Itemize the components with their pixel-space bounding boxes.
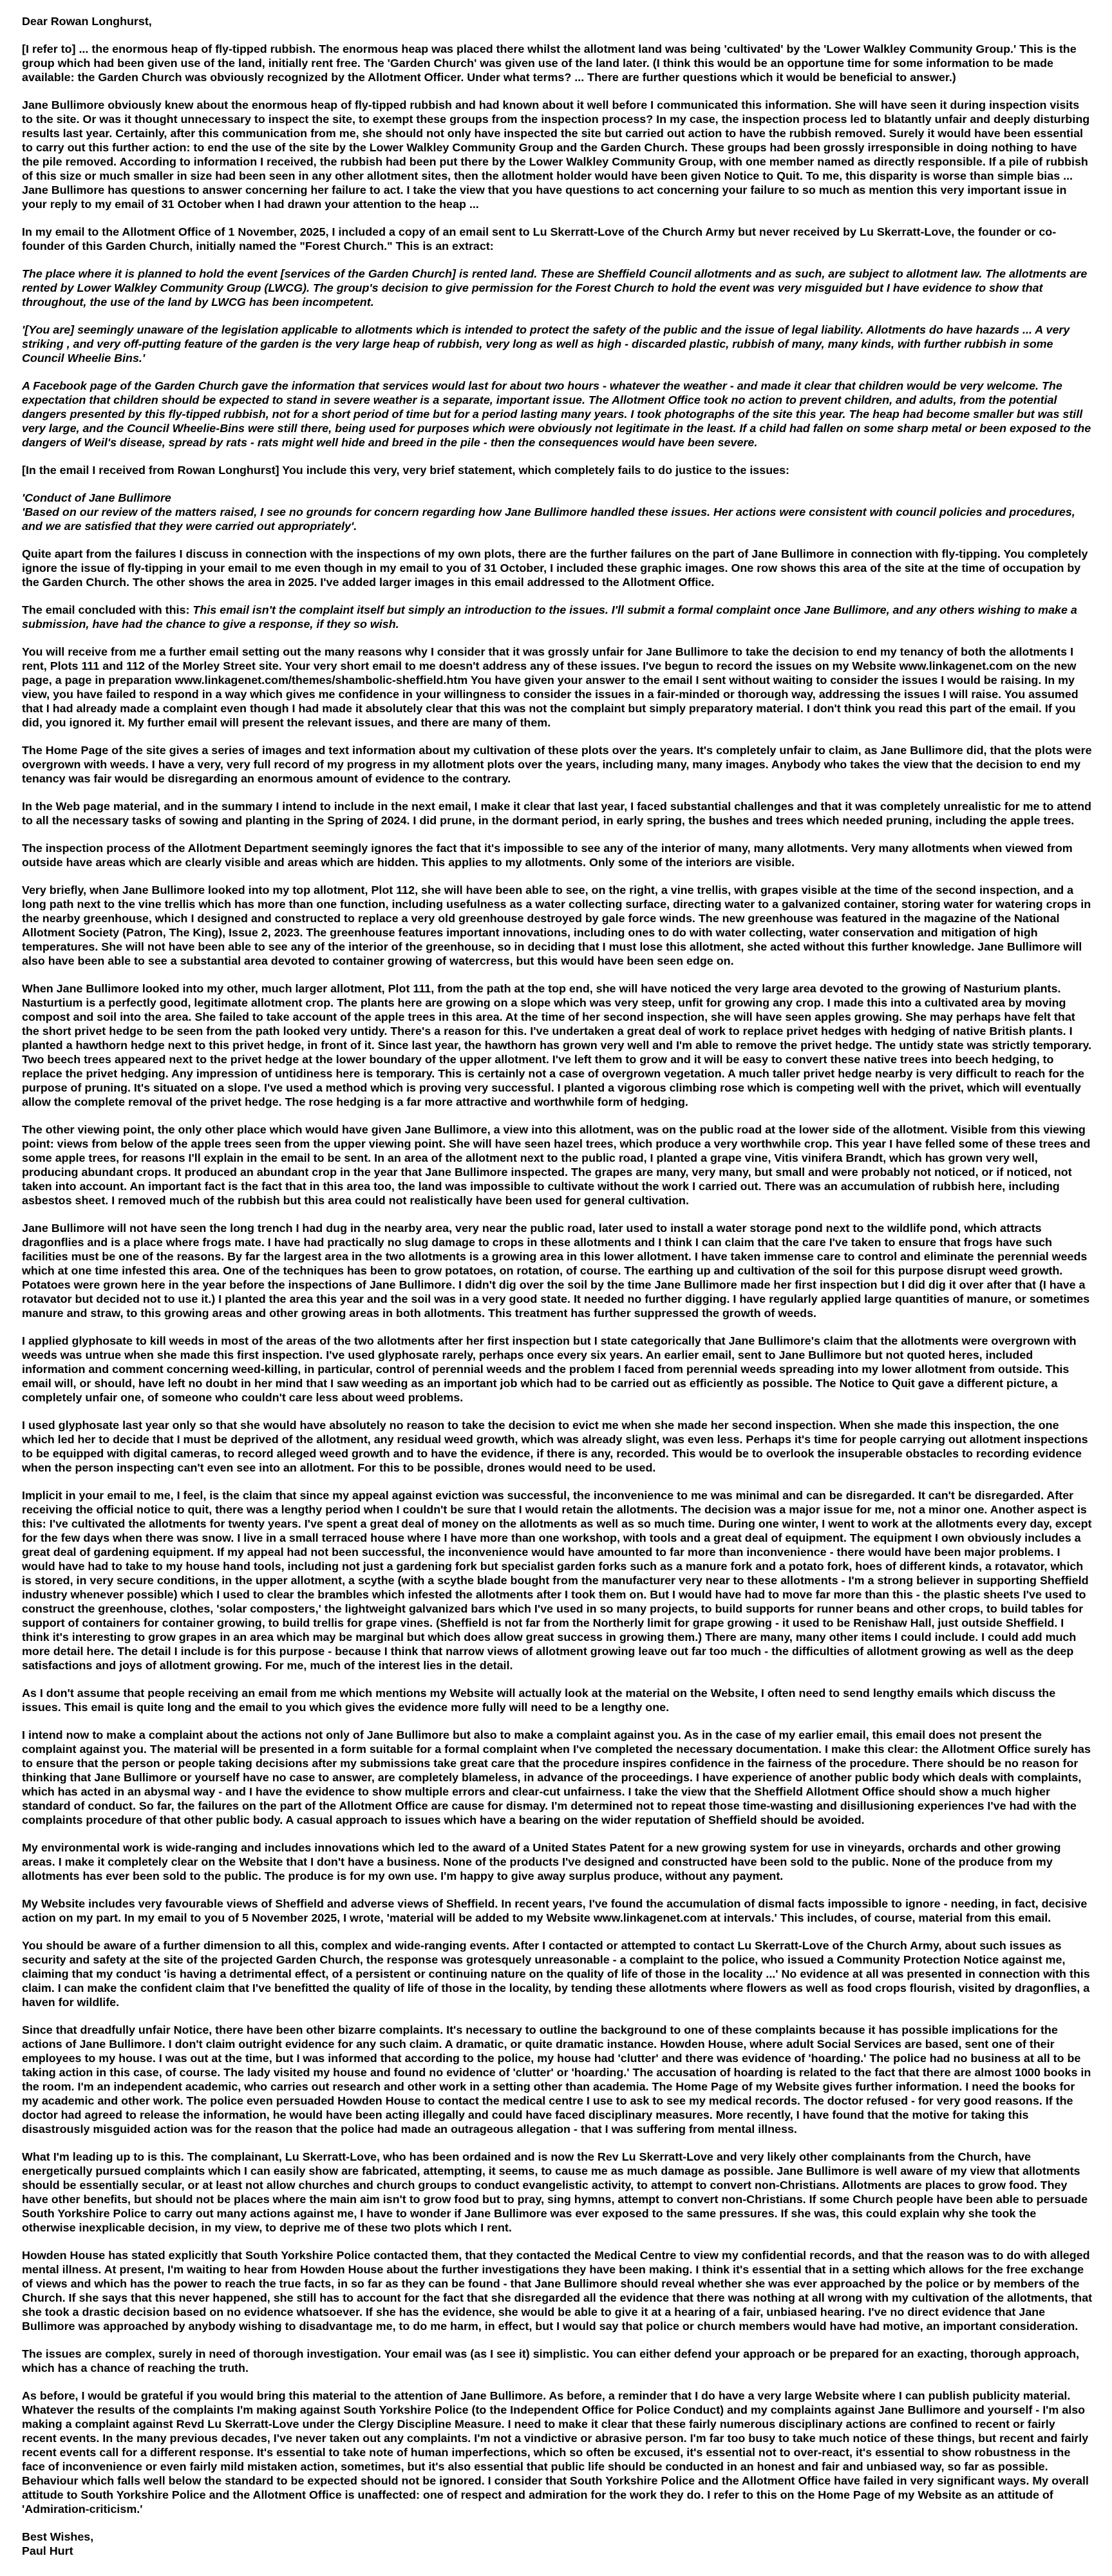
paragraph: '[You are] seemingly unaware of the legislation applicable to allotments which is intended to protect the safety of the public and the issue of legal liability. Allotments do have hazards ... A very striking , and very off-putting feature of the garden is the very large heap of rubbish, very long as well as high - discarded plastic, rubbish of many, many kinds, with further rubbish in some Council Wheelie Bins.' — [22, 323, 1070, 365]
signoff: Best Wishes, — [22, 2530, 94, 2543]
paragraph: My environmental work is wide-ranging and includes innovations which led to the award of a United States Patent for a new growing system for use in vineyards, orchards and other growing areas. I make it completely clear on the Website that I don't have a business. None of the products I've designed and constructed have been sold to the public. None of the produce from my allotments has ever been sold to the public. The produce is for my own use. I'm happy to give away surplus produce, without any payment. — [22, 1841, 1061, 1882]
paragraph: [In the email I received from Rowan Longhurst] You include this very, very brief statement, which completely fails to do justice to the issues: — [22, 464, 789, 477]
closing — [22, 2530, 1093, 2558]
paragraph: The place where it is planned to hold the event [services of the Garden Church] is rented land. These are Sheffield Council allotments and as such, are subject to allotment law. The allotments are rented by Lower Walkley Community Group (LWCG). The group's decision to give permission for the Forest Church to hold the event was very misguided but I have evidence to show that throughout, the use of the land by LWCG has been incompetent. — [22, 267, 1088, 308]
paragraph: What I'm leading up to is this. The complainant, Lu Skerratt-Love, who has been ordained and is now the Rev Lu Skerratt-Love and very likely other complainants from the Church, have energetically pursued complaints which I can easily show are fabricated, attempting, it seems, to cause me as much damage as possible. Jane Bullimore is well aware of my view that allotments should be essentially secular, or at least not allow churches and church groups to conduct evangelistic activity, to attempt to convert non-Christians. Allotments are places to grow food. They have other benefits, but should not be places where the main aim isn't to grow food but to pray, sing hymns, attempt to convert non-Christians. If some Church people have been able to persuade South Yorkshire Police to carry out many actions against me, I have to wonder if Jane Bullimore was ever exposed to the same pressures. If she was, this could explain why she took the otherwise inexplicable decision, in my view, to deprive me of these two plots which I rent. — [22, 2150, 1088, 2234]
paragraph: Howden House has stated explicitly that South Yorkshire Police contacted them, that they contacted the Medical Centre to view my confidential records, and that the reason was to do with alleged mental illness. At present, I'm waiting to hear from Howden House about the further investigations they have been making. I think it's essential that in a setting which allows for the free exchange of views and which has the power to reach the true facts, in so far as they can be found - that Jane Bullimore should reveal whether she was ever approached by the police or by members of the Church. If she says that this never happened, she still has to account for the fact that she disregarded all the evidence that there was nothing at all wrong with my cultivation of the allotments, that she took a drastic decision based on no evidence whatsoever. If she has the evidence, she would be able to give it at a hearing of a fair, unbiased hearing. I've no direct evidence that Jane Bullimore was approached by anybody wishing to disadvantage me, to do me harm, in effect, but I would say that police or church members would have had motive, an important consideration. — [22, 2249, 1093, 2333]
paragraph: You should be aware of a further dimension to all this, complex and wide-ranging events. After I contacted or attempted to contact Lu Skerratt-Love of the Church Army, about such issues as security and safety at the site of the projected Garden Church, the response was grotesquely unreasonable - a complaint to the police, who issued a Community Protection Notice against me, claiming that my conduct 'is having a detrimental effect, of a persistent or continuing nature on the quality of life of those in the locality ...' No evidence at all was presented in connection with this claim. I can make the confident claim that I've benefitted the quality of life of those in the locality, by tending these allotments where flowers as well as food crops flourish, visited by dragonflies, a haven for wildlife. — [22, 1939, 1090, 2009]
paragraph: As I don't assume that people receiving an email from me which mentions my Website will actually look at the material on the Website, I often need to send lengthy emails which discuss the issues. This email is quite long and the email to you which gives the evidence more fully will need to be a lengthy one. — [22, 1687, 1056, 1714]
paragraph: I used glyphosate last year only so that she would have absolutely no reason to take the decision to evict me when she made her second inspection. When she made this inspection, the one which led her to decide that I must be deprived of the allotment, any residual weed growth, which was already slight, was even less. Perhaps it's time for people carrying out allotment inspections to be equipped with digital cameras, to record alleged weed growth and to have the evidence, if there is any, recorded. This would be to overlook the insuperable obstacles to recording evidence when the person inspecting can't even see into an allotment. For this to be possible, drones would need to be used. — [22, 1419, 1088, 1474]
paragraph: The issues are complex, surely in need of thorough investigation. Your email was (as I see it) simplistic. You can either defend your approach or be prepared for an exacting, thorough approach, which has a chance of reaching the truth. — [22, 2347, 1080, 2374]
paragraph: As before, I would be grateful if you would bring this material to the attention of Jane Bullimore. As before, a reminder that I do have a very large Website where I can publish publicity material. Whatever the results of the complaints I'm making against South Yorkshire Police (to the Independent Office for Police Conduct) and my complaints against Jane Bullimore and yourself - I'm also making a complaint against Revd Lu Skerratt-Love under the Clergy Discipline Measure. I need to make it clear that these fairly numerous disciplinary actions are confined to recent or fairly recent events. In the many previous decades, I've never taken out any complaints. I'm not a vindictive or abrasive person. I'm far too busy to take much notice of these things, but recent and fairly recent events call for a different response. It's essential to take note of human imperfections, which so often be excused, it's essential not to over-react, it's essential to show robustness in the face of inconvenience or even fairly mild mistaken action, sometimes, but it's also essential that public life should be conducted in an honest and fair and unbiased way, so far as possible. Behaviour which falls well below the standard to be expected should not be ignored. I consider that South Yorkshire Police and the Allotment Office have failed in very significant ways. My overall attitude to South Yorkshire Police and the Allotment Office is unaffected: one of respect and admiration for the work they do. I refer to this on the Home Page of my Website as an attitude of 'Admiration-criticism.' — [22, 2389, 1089, 2515]
paragraph: Implicit in your email to me, I feel, is the claim that since my appeal against eviction was successful, the inconvenience to me was minimal and can be disregarded. It can't be disregarded. After receiving the official notice to quit, there was a lengthy period when I couldn't be sure that I would retain the allotments. The decision was a major issue for me, not a minor one. Another aspect is this: I've cultivated the allotments for twenty years. I've spent a great deal of money on the allotments as well as so much time. During one winter, I went to work at the allotments every day, except for the few days when there was snow. I live in a small terraced house where I have more than one workshop, with tools and a great deal of equipment. The equipment I own obviously includes a great deal of gardening equipment. If my appeal had not been successful, the inconvenience would have amounted to far more than inconvenience - there would have been major problems. I would have had to take to my house hand tools, including not just a gardening fork but specialist garden forks such as a manure fork and a potato fork, hoes of different kinds, a rotavator, which is stored, in very secure conditions, in the upper allotment, a scythe (with a scythe blade bought from the manufacturer very near to these allotments - I'm a strong believer in supporting Sheffield industry whenever possible) which I used to clear the brambles which infested the allotments after I took them on. But I would have had to move far more than this - the plastic sheets I've used to construct the greenhouse, clothes, 'solar composters,' the lightweight galvanized bars which I've used in so many projects, to build supports for runner beans and other crops, to build tables for support of containers for container growing, to build trellis for grape vines. (Sheffield is not far from the Northerly limit for grape growing - it used to be Renishaw Hall, just outside Sheffield. I think it's interesting to grow grapes in an area which may be marginal but which does allow great success in growing them.) There are many, many other items I could include. I could add much more detail here. The detail I include is for this purpose - because I think that narrow views of allotment growing leave out far too much - the difficulties of allotment growing as well as the deep satisfactions and joys of allotment growing. For me, much of the interest lies in the detail. — [22, 1489, 1092, 1672]
paragraph: Quite apart from the failures I discuss in connection with the inspections of my own plots, there are the further failures on the part of Jane Bullimore in connection with fly-tipping. You completely ignore the issue of fly-tipping in your email to me even though in my email to you of 31 October, I included these graphic images. One row shows this area of the site at the time of occupation by the Garden Church. The other shows the area in 2025. I've added larger images in this email addressed to the Allotment Office. — [22, 547, 1088, 589]
paragraph — [22, 603, 1093, 631]
paragraph-lead: The email concluded with this: — [22, 603, 193, 616]
paragraph: I intend now to make a complaint about the actions not only of Jane Bullimore but also to make a complaint against you. As in the case of my earlier email, this email does not present the complaint against you. The material will be presented in a form suitable for a formal complaint when I've completed the necessary documentation. I make this clear: the Allotment Office surely has to ensure that the person or people taking decisions after my submissions take great care that the procedure inspires confidence in the fairness of the procedure. There should be no reason for thinking that Jane Bullimore or yourself have no case to answer, are completely blameless, in advance of the proceedings. I have experience of another public body which deals with complaints, which has acted in an abysmal way - and I have the evidence to show multiple errors and clear-cut unfairness. I take the view that the Sheffield Allotment Office should show a much higher standard of conduct. So far, the failures on the part of the Allotment Office are cause for dismay. I'm determined not to repeat those time-wasting and disillusioning experiences I've had with the complaints procedure of that other public body. A casual approach to issues which have a bearing on the wider reputation of Sheffield should be avoided. — [22, 1728, 1091, 1826]
paragraph: Jane Bullimore will not have seen the long trench I had dug in the nearby area, very near the public road, later used to install a water storage pond next to the wildlife pond, which attracts dragonflies and is a place where frogs mate. I have had practically no slug damage to crops in these allotments and I think I can claim that the care I've taken to ensure that frogs have such facilities must be one of the reasons. By far the largest area in the two allotments is a growing area in this lower allotment. I have taken immense care to control and eliminate the perennial weeds which at one time infested this area. One of the techniques has been to grow potatoes, on rotation, of course. The earthing up and cultivation of the soil for this purpose disrupt weed growth. Potatoes were grown here in the year before the inspections of Jane Bullimore. I didn't dig over the soil by the time Jane Bullimore made her first inspection but I did dig it over after that (I have a rotavator but decided not to use it.) I planted the area this year and the soil was in a very good state. It needed no further digging. I have regularly applied large quantities of manure, or sometimes manure and straw, to this growing areas and other growing areas in both allotments. This treatment has further suppressed the growth of weeds. — [22, 1222, 1090, 1320]
paragraph: The Home Page of the site gives a series of images and text information about my cultivation of these plots over the years. It's completely unfair to claim, as Jane Bullimore did, that the plots were overgrown with weeds. I have a very, very full record of my progress in my allotment plots over the years, including many, many images. Anybody who takes the view that the decision to end my tenancy was fair would be disregarding an enormous amount of evidence to the contrary. — [22, 744, 1092, 785]
paragraph: Jane Bullimore obviously knew about the enormous heap of fly-tipped rubbish and had known about it well before I communicated this information. She will have seen it during inspection visits to the site. Or was it thought unnecessary to inspect the site, to exempt these groups from the inspection process? In my case, the inspection process led to blatantly unfair and deeply disturbing results last year. Certainly, after this communication from me, she should not only have inspected the site but carried out action to have the rubbish removed. Surely it would have been essential to carry out this further action: to end the use of the site by the Lower Walkley Community Group and the Garden Church. These groups had been grossly irresponsible in doing nothing to have the pile removed. According to information I received, the rubbish had been put there by the Lower Walkley Community Group, with one member named as directly responsible. If a pile of rubbish of this size or much smaller in size had been seen in any other allotment sites, then the allotment holder would have been given Notice to Quit. To me, this disparity is worse than simple bias ... Jane Bullimore has questions to answer concerning her failure to act. I take the view that you have questions to act concerning your failure to so much as mention this very important issue in your reply to my email of 31 October when I had drawn your attention to the heap ... — [22, 99, 1090, 211]
paragraph: I applied glyphosate to kill weeds in most of the areas of the two allotments after her first inspection but I state categorically that Jane Bullimore's claim that the allotments were overgrown with weeds was untrue when she made this first inspection. I've used glyphosate rarely, perhaps once every six years. An earlier email, sent to Jane Bullimore but not quoted heres, included information and comment concerning weed-killing, in particular, control of perennial weeds and the problem I faced from perennial weeds spreading into my lower allotment from outside. This email will, or should, have left no doubt in her mind that I saw weeding as an important job which had to be carried out as efficiently as possible. The Notice to Quit gave a different picture, a completely unfair one, of someone who couldn't care less about weed problems. — [22, 1334, 1077, 1404]
paragraph: A Facebook page of the Garden Church gave the information that services would last for about two hours - whatever the weather - and made it clear that children would be very welcome. The expectation that children should be expected to stand in severe weather is a separate, important issue. The Allotment Office took no action to prevent children, and adults, from the potential dangers presented by this fly-tipped rubbish, not for a short period of time but for a period lasting many years. I took photographs of the site this year. The heap had become smaller but was still very large, and the Council Wheelie-Bins were still there, being used for purposes which were obviously not legitimate in the least. If a child had fallen on some sharp metal or been exposed to the dangers of Weil's disease, spread by rats - rats might well hide and breed in the pile - then the consequences would have been severe. — [22, 379, 1091, 449]
paragraph: You will receive from me a further email setting out the many reasons why I consider that it was grossly unfair for Jane Bullimore to take the decision to end my tenancy of both the allotments I rent, Plots 111 and 112 of the Morley Street site. Your very short email to me doesn't address any of these issues. I've begun to record the issues on my Website www.linkagenet.com on the new page, a page in preparation www.linkagenet.com/themes/shambolic-sheffield.htm You have given your answer to the email I sent without waiting to consider the issues I would be raising. In my view, you have failed to respond in a way which gives me confidence in your willingness to consider the issues in a fair-minded or thorough way, addressing the issues I will raise. You assumed that I had already made a complaint even though I had made it absolutely clear that this was not the complaint but simply preparatory material. I don't think you read this part of the email. If you did, you ignored it. My further email will present the relevant issues, and there are many of them. — [22, 645, 1079, 729]
paragraph: In the Web page material, and in the summary I intend to include in the next email, I make it clear that last year, I faced substantial challenges and that it was completely unrealistic for me to attend to all the necessary tasks of sowing and planting in the Spring of 2024. I did prune, in the dormant period, in early spring, the bushes and trees which needed pruning, including the apple trees. — [22, 800, 1091, 827]
paragraph: The other viewing point, the only other place which would have given Jane Bullimore, a view into this allotment, was on the public road at the lower side of the allotment. Visible from this viewing point: views from below of the apple trees seen from the upper viewing point. She will have seen hazel trees, which produce a very worthwhile crop. This year I have felled some of these trees and some apple trees, for reasons I'll explain in the email to be sent. In an area of the allotment next to the public road, I planted a grape vine, Vitis vinifera Brandt, which has grown very well, producing abundant crops. It produced an abundant crop in the year that Jane Bullimore inspected. The grapes are many, very many, but small and were probably not noticed, or if noticed, not taken into account. An important fact is the fact that in this area too, the land was impossible to cultivate without the work I carried out. There was an accumulation of rubbish here, including asbestos sheet. I removed much of the rubbish but this area could not realistically have been used for general cultivation. — [22, 1123, 1091, 1207]
paragraph: My Website includes very favourable views of Sheffield and adverse views of Sheffield. In recent years, I've found the accumulation of dismal facts impossible to ignore - needing, in fact, decisive action on my part. In my email to you of 5 November 2025, I wrote, 'material will be added to my Website www.linkagenet.com at intervals.' This includes, of course, material from this email. — [22, 1897, 1088, 1924]
paragraph: 'Conduct of Jane Bullimore — [22, 491, 171, 504]
paragraph: Very briefly, when Jane Bullimore looked into my top allotment, Plot 112, she will have been able to see, on the right, a vine trellis, with grapes visible at the time of the second inspection, and a long path next to the vine trellis which has more than one function, including usefulness as a water collecting surface, directing water to a galvanized container, storing water for watering crops in the nearby greenhouse, which I designed and constructed to replace a very old greenhouse destroyed by gale force winds. The new greenhouse was featured in the magazine of the National Allotment Society (Patron, The King), Issue 2, 2023. The greenhouse features important innovations, including ones to do with water collecting, water conservation and mitigation of high temperatures. She will not have been able to see any of the interior of the greenhouse, so in deciding that I must lose this allotment, she acted without this further knowledge. Jane Bullimore will also have been able to see a substantial area devoted to container growing of watercress, but this would have been seen edge on. — [22, 884, 1091, 967]
paragraph: When Jane Bullimore looked into my other, much larger allotment, Plot 111, from the path at the top end, she will have noticed the very large area devoted to the growing of Nasturium plants. Nasturtium is a perfectly good, legitimate allotment crop. The plants here are growing on a slope which was very steep, unfit for growing any crop. I made this into a cultivated area by moving compost and soil into the area. She failed to take account of the apple trees in this area. At the time of her second inspection, she will have seen apples growing. She may perhaps have felt that the short privet hedge to be seen from the path looked very untidy. There's a reason for this. I've undertaken a great deal of work to replace privet hedges with hedging of native British plants. I planted a hawthorn hedge next to this privet hedge, in front of it. Since last year, the hawthorn has grown very well and I'm able to remove the privet hedge. The untidy state was strictly temporary. Two beech trees appeared next to the privet hedge at the lower boundary of the upper allotment. I've left them to grow and it will be easy to convert these native trees into beech hedging, to replace the privet hedging. Any impression of untidiness here is temporary. This is certainly not a case of overgrown vegetation. A much taller privet hedge nearby is very difficult to reach for the purpose of pruning. It's situated on a slope. I've used a method which is proving very successful. I planted a vigorous climbing rose which is competing well with the privet, which will eventually allow the complete removal of the privet hedge. The rose hedging is a far more attractive and worthwhile form of hedging. — [22, 982, 1092, 1108]
paragraph: Since that dreadfully unfair Notice, there have been other bizarre complaints. It's necessary to outline the background to one of these complaints because it has possible implications for the actions of Jane Bullimore. I don't claim outright evidence for any such claim. A dramatic, or quite dramatic instance. Howden House, where adult Social Services are based, sent one of their employees to my house. I was out at the time, but I was informed that according to the police, my house had 'clutter' and there was evidence of 'hoarding.' The police had no business at all to be taking action in this case, of course. The lady visited my house and found no evidence of 'clutter' or 'hoarding.' The accusation of hoarding is related to the fact that there are almost 1000 books in the room. I'm an independent academic, who carries out research and other work in a setting other than academia. The Home Page of my Website gives further information. I need the books for my academic and other work. The police even persuaded Howden House to contact the medical centre I use to ask to see my medical records. The doctor refused - for very good reasons. If the doctor had agreed to release the information, he would have been acting illegally and could have faced disciplinary measures. More recently, I have found that the motive for taking this disastrously misguided action was for the reason that the police had made an outrageous allegation - that I was suffering from mental illness. — [22, 2023, 1091, 2136]
signature-name: Paul Hurt — [22, 2544, 73, 2557]
paragraph: [I refer to] ... the enormous heap of fly-tipped rubbish. The enormous heap was placed there whilst the allotment land was being 'cultivated' by the 'Lower Walkley Community Group.' This is the group which had been given use of the land, initially rent free. The 'Garden Church' was given use of the land later. (I think this would be an opportune time for some information to be made available: the Garden Church was obviously recognized by the Allotment Officer. Under what terms? ... There are further questions which it would be beneficial to answer.) — [22, 43, 1077, 84]
paragraph: The inspection process of the Allotment Department seemingly ignores the fact that it's impossible to see any of the interior of many, many allotments. Very many allotments when viewed from outside have areas which are clearly visible and areas which are hidden. This applies to my allotments. Only some of the interiors are visible. — [22, 842, 1073, 869]
email-body — [22, 42, 1093, 2516]
greeting: Dear Rowan Longhurst, — [22, 15, 152, 28]
paragraph: In my email to the Allotment Office of 1 November, 2025, I included a copy of an email sent to Lu Skerratt-Love of the Church Army but never received by Lu Skerratt-Love, the founder or co-founder of this Garden Church, initially named the "Forest Church." This is an extract: — [22, 225, 1057, 252]
paragraph-quote: This email isn't the complaint itself but simply an introduction to the issues. I'll submit a formal complaint once Jane Bullimore, and any others wishing to make a submission, have had the chance to give a response, if they so wish. — [22, 603, 1077, 630]
paragraph: 'Based on our review of the matters raised, I see no grounds for concern regarding how Jane Bullimore handled these issues. Her actions were consistent with council policies and procedures, and we are satisfied that they were carried out appropriately'. — [22, 506, 1075, 533]
